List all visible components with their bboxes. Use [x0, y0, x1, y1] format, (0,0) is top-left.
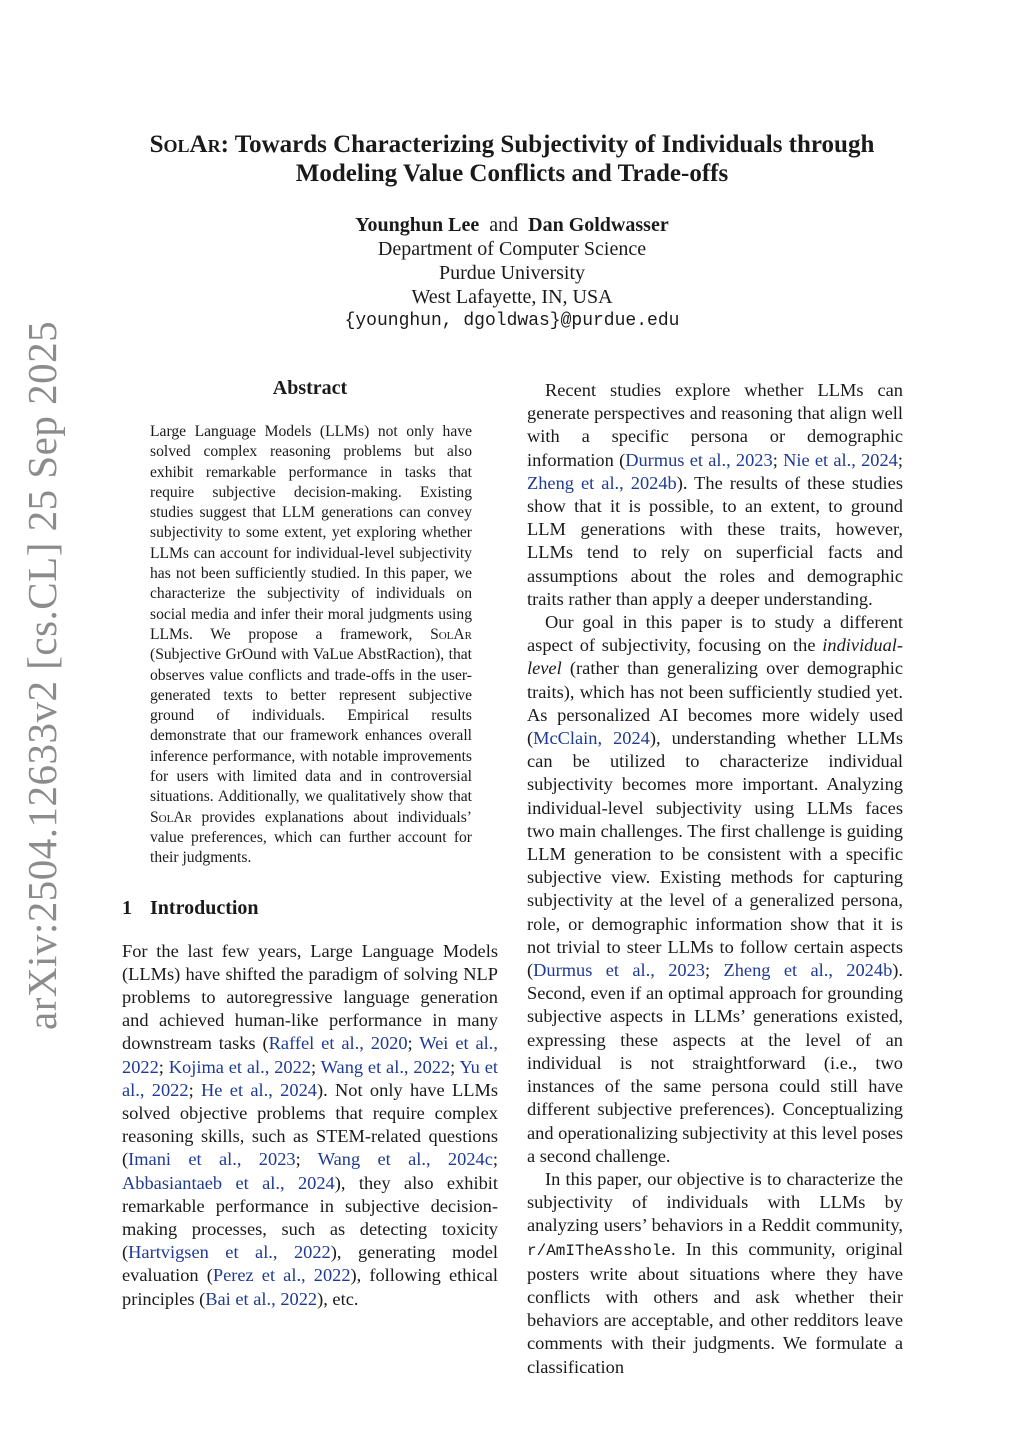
- author-block: [120, 213, 904, 333]
- citation-link[interactable]: Durmus et al., 2023: [625, 449, 773, 470]
- citation-link[interactable]: Yu et al., 2022: [122, 1056, 498, 1100]
- author-email[interactable]: {younghun, dgoldwas}@purdue.edu: [344, 311, 680, 331]
- author-1: Younghun Lee: [355, 214, 480, 236]
- citation-link[interactable]: Zheng et al., 2024b: [723, 960, 893, 981]
- abstract-text: [150, 422, 472, 869]
- right-paragraph-2: Our goal in this paper is to study a different aspect of subjectivity, focusing on the individual-level (rather than generalizing over demographic traits), which has not been sufficiently studied yet. As personalized AI becomes more widely used (McClain, 2024), understanding whether LLMs can be utilized to characterize individual subjectivity becomes more important. Analyzing individual-level subjectivity using LLMs faces two main challenges. The first challenge is guiding LLM generation to be consistent with a specific subjective view. Existing methods for capturing subjectivity at the level of a generalized persona, role, or demographic information show that it is not trivial to steer LLMs to follow certain aspects (Durmus et al., 2023; Zheng et al., 2024b). Second, even if an optimal approach for grounding subjective aspects in LLMs’ generations existed, expressing these aspects at the level of an individual is not straightforward (i.e., two instances of the same persona could still have different subjective preferences). Conceptualizing and operationalizing subjectivity at this level poses a second challenge.: [527, 612, 904, 1166]
- abstract-part-2: (Subjective GrOund with VaLue AbstRaction), that observes value conflicts and trade-offs in the user-generated texts to better represent subjective ground of individuals. Empirical results demonstrate that our framework enhances overall inference performance, with notable improvements for users with limited data and in controversial situations. Additionally, we qualitatively show that: [150, 646, 472, 806]
- body-text-italic: individual-level: [527, 635, 903, 679]
- citation-link[interactable]: Wei et al., 2022: [122, 1033, 498, 1077]
- citation-link[interactable]: Bai et al., 2022: [205, 1288, 318, 1309]
- citation-link[interactable]: Durmus et al., 2023: [533, 960, 705, 981]
- body-text: In this paper, our objective is to characterize the subjectivity of individuals with LLMs by analyzing users’ behaviors in a Reddit community,: [527, 1168, 903, 1236]
- affiliation-location: West Lafayette, IN, USA: [411, 286, 613, 308]
- citation-link[interactable]: Perez et al., 2022: [212, 1265, 351, 1286]
- body-text: (rather than generalizing over demographic traits), which has not been sufficiently studied yet. As personalized AI becomes more widely used (: [527, 658, 903, 749]
- body-text: Our goal in this paper is to study a different aspect of subjectivity, focusing on the: [527, 612, 903, 656]
- intro-text: ). Not only have LLMs solved objective problems that require complex reasoning skills, such as STEM-related questions (: [122, 1079, 498, 1170]
- abstract-part-1: Large Language Models (LLMs) not only have solved complex reasoning problems but also exhibit remarkable performance in tasks that require subjective decision-making. Existing studies suggest that LLM generations can convey subjectivity to some extent, yet exploring whether LLMs can account for individual-level subjectivity has not been sufficiently studied. In this paper, we characterize the subjectivity of individuals on social media and infer their moral judgments using LLMs. We propose a framework,: [150, 423, 472, 643]
- paper-title: [120, 130, 904, 188]
- author-and: and: [489, 214, 519, 236]
- body-text: ), understanding whether LLMs can be utilized to characterize individual subjectivity becomes more important. Analyzing individual-level subjectivity using LLMs faces two main challenges. The first challenge is guiding LLM generation to be consistent with a specific subjective view. Existing methods for capturing subjectivity at the level of a generalized persona, role, or demographic information show that it is not trivial to steer LLMs to follow certain aspects (: [527, 728, 903, 981]
- title-line1: : Towards Characterizing Subjectivity of Individuals through: [220, 131, 875, 158]
- right-paragraph-3: [527, 1168, 903, 1379]
- section-title: Introduction: [150, 896, 259, 919]
- citation-link[interactable]: Raffel et al., 2020: [268, 1033, 408, 1054]
- affiliation-university: Purdue University: [438, 262, 586, 284]
- intro-text: ), generating model evaluation (: [122, 1242, 498, 1286]
- citation-link[interactable]: Imani et al., 2023: [128, 1149, 296, 1170]
- author-names: [120, 213, 904, 237]
- section-number: 1: [122, 896, 132, 919]
- left-column: [122, 377, 498, 1311]
- intro-text: For the last few years, Large Language Models (LLMs) have shifted the paradigm of solving NLP problems to autoregressive language generation and achieved human-like performance in many downstream tasks (: [122, 940, 498, 1054]
- body-text: Recent studies explore whether LLMs can generate perspectives and reasoning that align well with a specific persona or demographic information (: [527, 380, 903, 470]
- citation-link[interactable]: Hartvigsen et al., 2022: [128, 1242, 331, 1263]
- intro-text: ), following ethical principles (: [122, 1265, 498, 1309]
- body-text: . In this community, original posters write about situations where they have conflicts with others and ask whether their behaviors are acceptable, and other redditors leave comments with their judgments. We formulate a classification: [527, 1238, 903, 1377]
- abstract-system-name-1: SolAr: [430, 625, 472, 643]
- body-text: ). The results of these studies show that it is possible, to an extent, to ground LLM generations with these traits, however, LLMs tend to rely on superficial facts and assumptions about the roles and demographic traits rather than apply a deeper understanding.: [527, 472, 903, 609]
- right-column: [527, 379, 903, 1379]
- author-2: Dan Goldwasser: [528, 214, 669, 236]
- right-paragraph-1: Recent studies explore whether LLMs can generate perspectives and reasoning that align well with a specific persona or demographic information (Durmus et al., 2023; Nie et al., 2024; Zheng et al., 2024b). The results of these studies show that it is possible, to an extent, to ground LLM generations with these traits, however, LLMs tend to rely on superficial facts and assumptions about the roles and demographic traits rather than apply a deeper understanding.: [527, 380, 903, 609]
- affiliation-department: Department of Computer Science: [377, 238, 647, 260]
- arxiv-stamp: arXiv:2504.12633v2 [cs.CL] 25 Sep 2025: [19, 320, 65, 1030]
- citation-link[interactable]: Wang et al., 2024c: [317, 1149, 493, 1170]
- subreddit-name: r/AmITheAsshole: [527, 1241, 672, 1260]
- title-line2: Modeling Value Conflicts and Trade-offs: [295, 160, 729, 187]
- citation-link[interactable]: Nie et al., 2024: [783, 449, 898, 470]
- section-heading-introduction: [122, 897, 498, 920]
- citation-link[interactable]: Wang et al., 2022: [320, 1056, 451, 1077]
- citation-link[interactable]: Abbasiantaeb et al., 2024: [122, 1172, 335, 1193]
- title-system-name: SolAr: [149, 131, 221, 158]
- abstract-heading: Abstract: [272, 377, 348, 399]
- intro-text: ), they also exhibit remarkable performance in subjective decision-making processes, such as detecting toxicity (: [122, 1172, 498, 1263]
- intro-text: ), etc.: [317, 1288, 359, 1309]
- abstract-system-name-2: SolAr: [150, 808, 192, 826]
- citation-link[interactable]: McClain, 2024: [533, 728, 650, 749]
- abstract-part-3: provides explanations about individuals’ value preferences, which can further account for their judgments.: [150, 808, 472, 867]
- citation-link[interactable]: Zheng et al., 2024b: [527, 472, 677, 493]
- intro-paragraph: For the last few years, Large Language Models (LLMs) have shifted the paradigm of solving NLP problems to autoregressive language generation and achieved human-like performance in many downstream tasks (Raffel et al., 2020; Wei et al., 2022; Kojima et al., 2022; Wang et al., 2022; Yu et al., 2022; He et al., 2024). Not only have LLMs solved objective problems that require complex reasoning skills, such as STEM-related questions (Imani et al., 2023; Wang et al., 2024c; Abbasiantaeb et al., 2024), they also exhibit remarkable performance in subjective decision-making processes, such as detecting toxicity (Hartvigsen et al., 2022), generating model evaluation (Perez et al., 2022), following ethical principles (Bai et al., 2022), etc.: [122, 940, 499, 1309]
- citation-link[interactable]: Kojima et al., 2022: [168, 1056, 311, 1077]
- body-text: ). Second, even if an optimal approach for grounding subjective aspects in LLMs’ generations existed, expressing these aspects at the level of an individual is not straightforward (i.e., two instances of the same persona could still have different subjective preferences). Conceptualizing and operationalizing subjectivity at this level poses a second challenge.: [527, 960, 904, 1166]
- citation-link[interactable]: He et al., 2024: [201, 1079, 317, 1100]
